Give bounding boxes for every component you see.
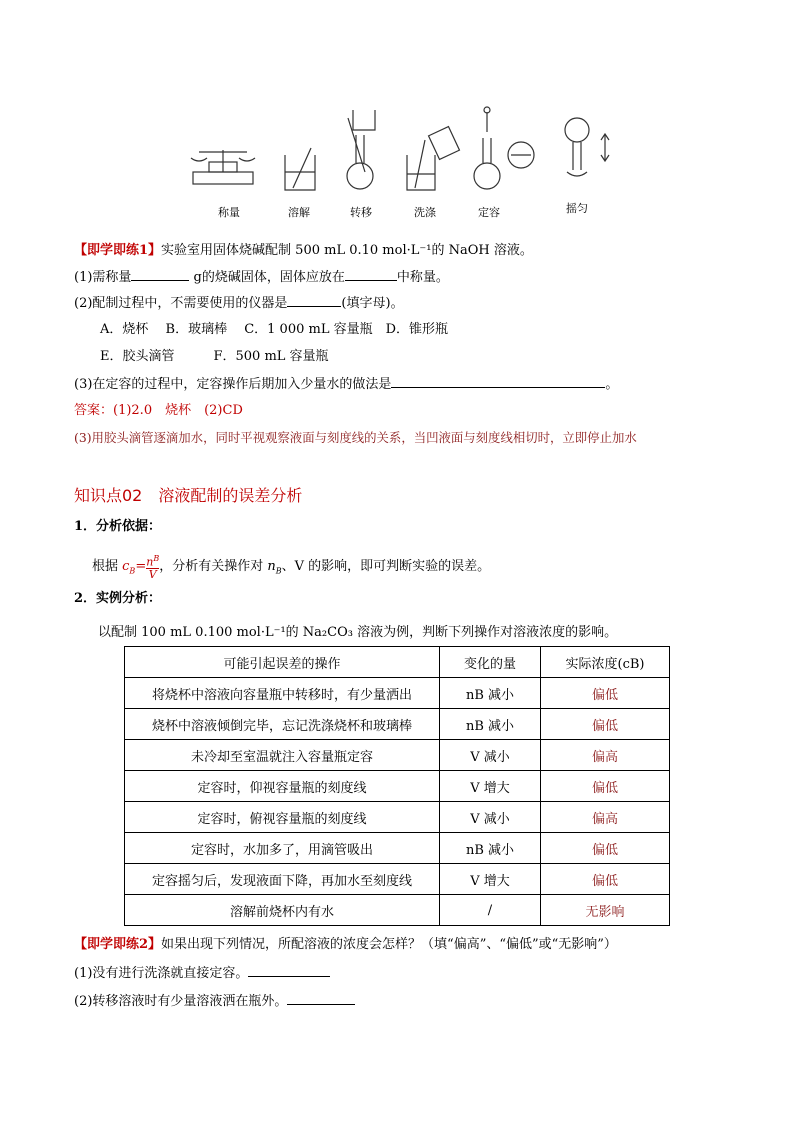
q2-text-b: (填字母)。: [341, 296, 404, 311]
practice2-tag: 【即学即练2】: [74, 937, 162, 952]
q1-blank-container[interactable]: [345, 268, 397, 281]
beaker-stir-icon: [285, 148, 315, 190]
table-row: [125, 709, 670, 740]
practice2-q1: [74, 964, 330, 983]
row-variable: nB 减小: [440, 678, 541, 709]
step-label-shake: 摇匀: [566, 202, 588, 215]
step-label-transfer: 转移: [350, 206, 372, 219]
error-analysis-table: [124, 646, 670, 926]
row-variable: V 增大: [440, 771, 541, 802]
practice1-question-text: 实验室用固体烧碱配制 500 mL 0.10 mol·L⁻¹的 NaOH 溶液。: [161, 243, 533, 258]
section1-title: 1．分析依据：: [74, 519, 162, 534]
section1-text: [92, 553, 490, 580]
p2-q2-text: (2)转移溶液时有少量溶液洒在瓶外。: [74, 994, 288, 1009]
practice1-question: [74, 242, 533, 260]
practice1-q1: [74, 268, 449, 287]
header-variable: 变化的量: [440, 647, 541, 678]
balance-icon: [191, 150, 255, 184]
q3-blank[interactable]: [391, 375, 605, 388]
practice1-q2: [74, 294, 404, 313]
q1-blank-mass[interactable]: [131, 268, 189, 281]
row-operation: 定容时，仰视容量瓶的刻度线: [125, 771, 440, 802]
section2-intro: 以配制 100 mL 0.100 mol·L⁻¹的 Na₂CO₃ 溶液为例，判断下列操作对溶液浓度的影响。: [98, 625, 618, 640]
row-variable: nB 减小: [440, 833, 541, 864]
sec1-text-c: 、V 的影响，即可判断实验的误差。: [281, 558, 491, 574]
row-operation: 溶解前烧杯内有水: [125, 895, 440, 926]
p2-q1-blank[interactable]: [248, 964, 330, 977]
q2-text-a: (2)配制过程中，不需要使用的仪器是: [74, 296, 288, 311]
step-label-weigh: 称量: [218, 206, 240, 219]
row-operation: 未冷却至室温就注入容量瓶定容: [125, 740, 440, 771]
wash-beaker-icon: [407, 127, 459, 190]
practice2-question: [74, 936, 617, 954]
apparatus-figure: [185, 100, 615, 220]
p2-q2-blank[interactable]: [287, 992, 355, 1005]
symbol-nb: $n_B$: [267, 558, 282, 576]
table-row: [125, 678, 670, 709]
row-effect: 偏低: [541, 678, 670, 709]
row-variable: V 增大: [440, 864, 541, 895]
table-row: [125, 771, 670, 802]
q3-text-b: 。: [605, 377, 619, 392]
row-effect: 偏低: [541, 833, 670, 864]
row-operation: 定容时，俯视容量瓶的刻度线: [125, 802, 440, 833]
fix-volume-flask-icon: [474, 107, 534, 189]
answer-line-1: 答案：(1)2.0 烧杯 (2)CD: [74, 403, 243, 418]
header-operation: 可能引起误差的操作: [125, 647, 440, 678]
row-operation: 烧杯中溶液倾倒完毕，忘记洗涤烧杯和玻璃棒: [125, 709, 440, 740]
row-variable: V 减小: [440, 740, 541, 771]
q1-text-c: 中称量。: [396, 270, 449, 285]
table-row: [125, 833, 670, 864]
sec1-text-b: ，分析有关操作对: [159, 558, 268, 574]
practice1-tag: 【即学即练1】: [74, 243, 162, 258]
q1-text-b: g的烧碱固体，固体应放在: [189, 270, 345, 285]
row-variable: V 减小: [440, 802, 541, 833]
practice2-q2: [74, 992, 355, 1011]
row-effect: 偏高: [541, 740, 670, 771]
practice2-question-text: 如果出现下列情况，所配溶液的浓度会怎样？（填“偏高”、“偏低”或“无影响”）: [161, 937, 617, 952]
apparatus-drawing: [185, 100, 615, 200]
row-effect: 偏低: [541, 864, 670, 895]
practice1-q3: [74, 375, 618, 394]
row-effect: 偏低: [541, 709, 670, 740]
shake-flask-icon: [565, 118, 609, 176]
table-header-row: [125, 647, 670, 678]
table-row: [125, 802, 670, 833]
table-row: [125, 740, 670, 771]
row-effect: 偏低: [541, 771, 670, 802]
row-operation: 定容摇匀后，发现液面下降，再加水至刻度线: [125, 864, 440, 895]
q3-text-a: (3)在定容的过程中，定容操作后期加入少量水的做法是: [74, 377, 392, 392]
sec1-text-a: 根据: [92, 558, 123, 574]
formula-fraction: $\frac{n^B}{V}$: [146, 554, 160, 581]
step-label-fix-volume: 定容: [478, 206, 500, 219]
q2-blank[interactable]: [287, 294, 341, 307]
step-label-dissolve: 溶解: [288, 206, 310, 219]
formula-cb: $c_B=$: [122, 558, 147, 576]
options-row-1: A．烧杯 B．玻璃棒 C．1 000 mL 容量瓶 D．锥形瓶: [100, 322, 449, 337]
section2-title: 2．实例分析：: [74, 591, 162, 606]
transfer-flask-icon: [347, 110, 375, 189]
step-label-wash: 洗涤: [414, 206, 436, 219]
row-operation: 将烧杯中溶液向容量瓶中转移时，有少量洒出: [125, 678, 440, 709]
row-operation: 定容时，水加多了，用滴管吸出: [125, 833, 440, 864]
knowledge-heading: 知识点02 溶液配制的误差分析: [74, 486, 303, 505]
row-variable: nB 减小: [440, 709, 541, 740]
table-row: [125, 895, 670, 926]
header-concentration: 实际浓度(cB): [541, 647, 670, 678]
answer-line-2: (3)用胶头滴管逐滴加水，同时平视观察液面与刻度线的关系，当凹液面与刻度线相切时，立即停止加水: [74, 430, 637, 445]
row-effect: 无影响: [541, 895, 670, 926]
table-row: [125, 864, 670, 895]
options-row-2: E．胶头滴管 F．500 mL 容量瓶: [100, 349, 329, 364]
p2-q1-text: (1)没有进行洗涤就直接定容。: [74, 966, 249, 981]
row-effect: 偏高: [541, 802, 670, 833]
row-variable: /: [440, 895, 541, 926]
q1-text-a: (1)需称量: [74, 270, 132, 285]
